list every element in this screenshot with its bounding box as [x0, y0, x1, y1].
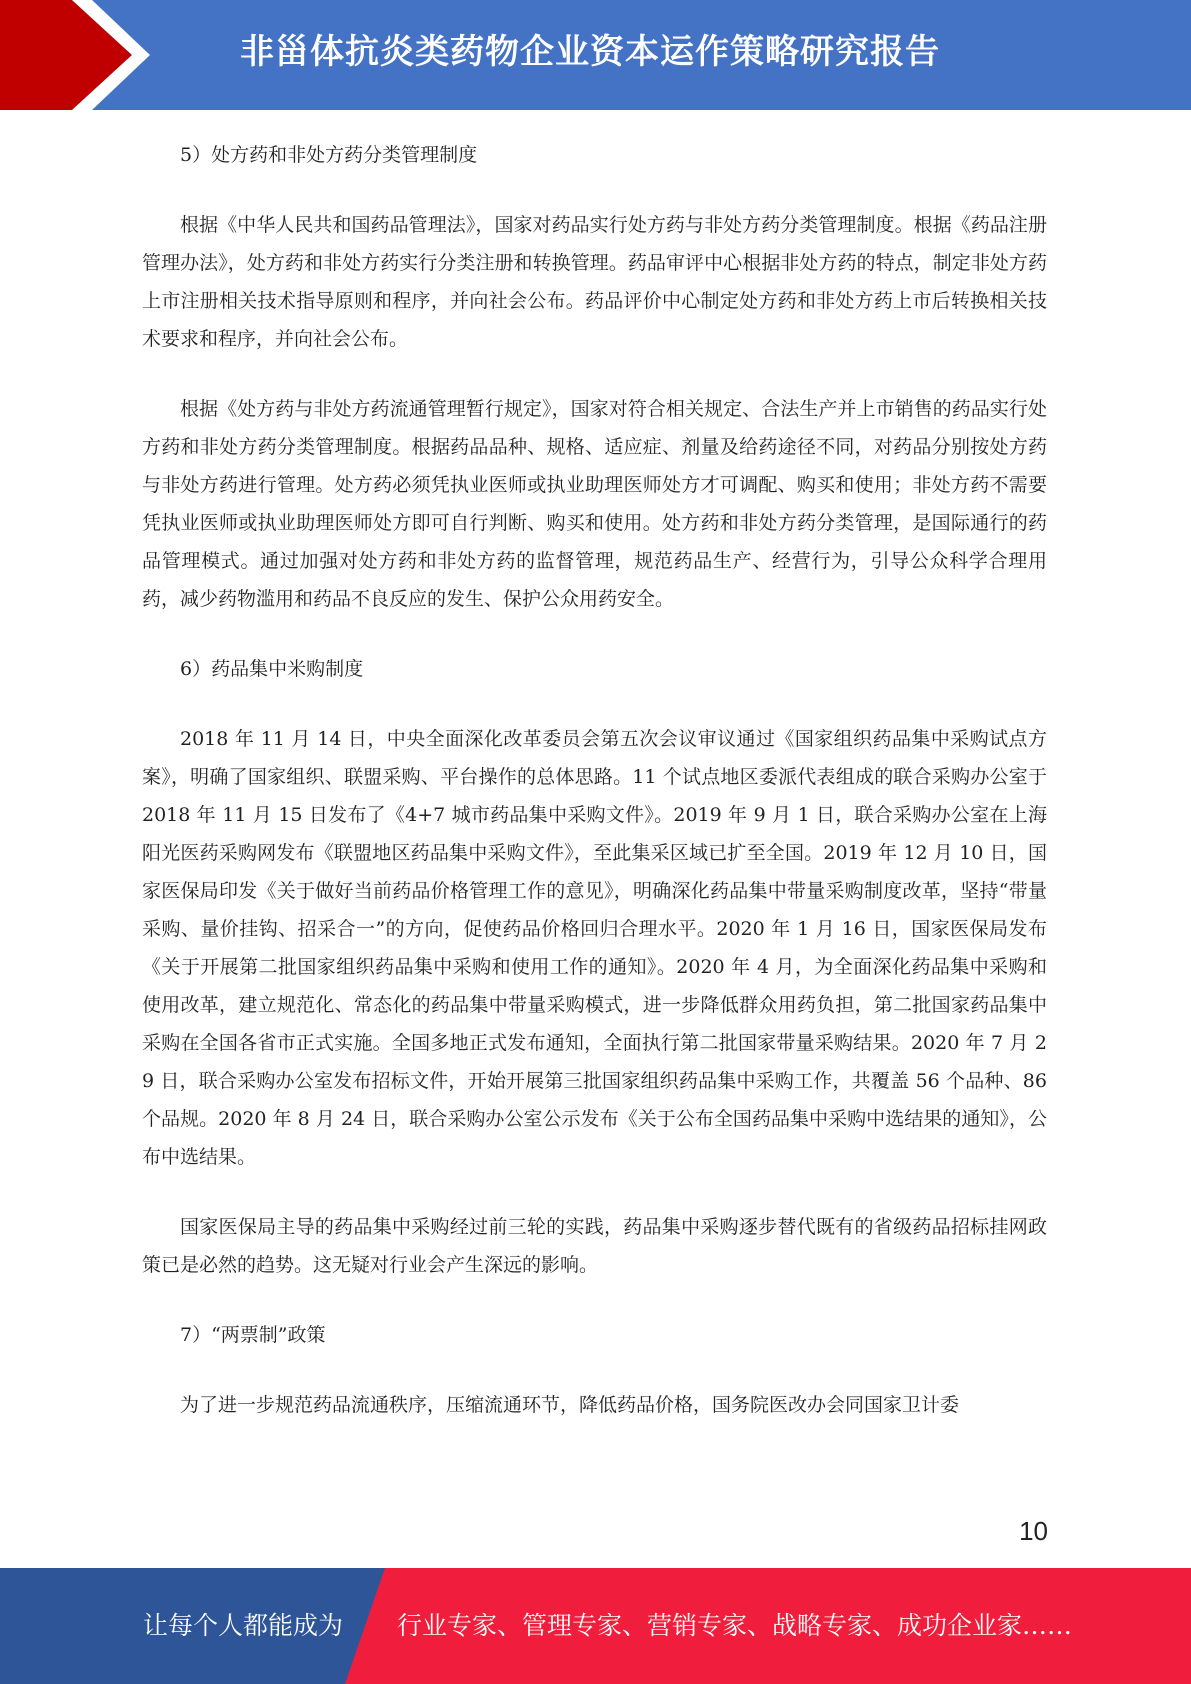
- page-header: [0, 0, 1191, 110]
- paragraph: 2018 年 11 月 14 日，中央全面深化改革委员会第五次会议审议通过《国家组织药品集中采购试点方案》，明确了国家组织、联盟采购、平台操作的总体思路。11 个试点地区委派代表组成的联合采购办公室于 2018 年 11 月 15 日发布了《4+7 城市药品集中采购文件》。2019 年 9 月 1 日，联合采购办公室在上海阳光医药采购网发布《联盟地区药品集中采购文件》，至此集采区域已扩至全国。2019 年 12 月 10 日，国家医保局印发《关于做好当前药品价格管理工作的意见》，明确深化药品集中带量采购制度改革，坚持“带量采购、量价挂钩、招采合一”的方向，促使药品价格回归合理水平。2020 年 1 月 16 日，国家医保局发布《关于开展第二批国家组织药品集中采购和使用工作的通知》。2020 年 4 月，为全面深化药品集中采购和使用改革，建立规范化、常态化的药品集中带量采购模式，进一步降低群众用药负担，第二批国家药品集中采购在全国各省市正式实施。全国多地正式发布通知，全面执行第二批国家带量采购结果。2020 年 7 月 29 日，联合采购办公室发布招标文件，开始开展第三批国家组织药品集中采购工作，共覆盖 56 个品种、86 个品规。2020 年 8 月 24 日，联合采购办公室公示发布《关于公布全国药品集中采购中选结果的通知》，公布中选结果。: [142, 728, 1047, 1168]
- paragraph: 根据《中华人民共和国药品管理法》，国家对药品实行处方药与非处方药分类管理制度。根据《药品注册管理办法》，处方药和非处方药实行分类注册和转换管理。药品审评中心根据非处方药的特点，制定非处方药上市注册相关技术指导原则和程序，并向社会公布。药品评价中心制定处方药和非处方药上市后转换相关技术要求和程序，并向社会公布。: [142, 214, 1047, 350]
- section-heading-6: 6）药品集中米购制度: [180, 658, 364, 680]
- report-title: 非甾体抗炎类药物企业资本运作策略研究报告: [240, 32, 940, 72]
- page-number: 10: [1019, 1516, 1048, 1546]
- paragraph: 根据《处方药与非处方药流通管理暂行规定》，国家对符合相关规定、合法生产并上市销售的药品实行处方药和非处方药分类管理制度。根据药品品种、规格、适应症、剂量及给药途径不同，对药品分别按处方药与非处方药进行管理。处方药必须凭执业医师或执业助理医师处方才可调配、购买和使用；非处方药不需要凭执业医师或执业助理医师处方即可自行判断、购买和使用。处方药和非处方药分类管理，是国际通行的药品管理模式。通过加强对处方药和非处方药的监督管理，规范药品生产、经营行为，引导公众科学合理用药，减少药物滥用和药品不良反应的发生、保护公众用药安全。: [142, 398, 1047, 610]
- paragraph: 国家医保局主导的药品集中采购经过前三轮的实践，药品集中采购逐步替代既有的省级药品招标挂网政策已是必然的趋势。这无疑对行业会产生深远的影响。: [142, 1216, 1047, 1276]
- page-footer: [0, 1568, 1191, 1684]
- footer-slogan-right: 行业专家、管理专家、营销专家、战略专家、成功企业家……: [397, 1611, 1073, 1640]
- footer-slogan-left: 让每个人都能成为: [143, 1611, 344, 1640]
- document-body: [142, 136, 1047, 1424]
- section-heading-7: 7）“两票制”政策: [180, 1324, 326, 1346]
- section-heading-5: 5）处方药和非处方药分类管理制度: [180, 144, 478, 166]
- paragraph: 为了进一步规范药品流通秩序，压缩流通环节，降低药品价格，国务院医改办会同国家卫计委: [180, 1394, 960, 1416]
